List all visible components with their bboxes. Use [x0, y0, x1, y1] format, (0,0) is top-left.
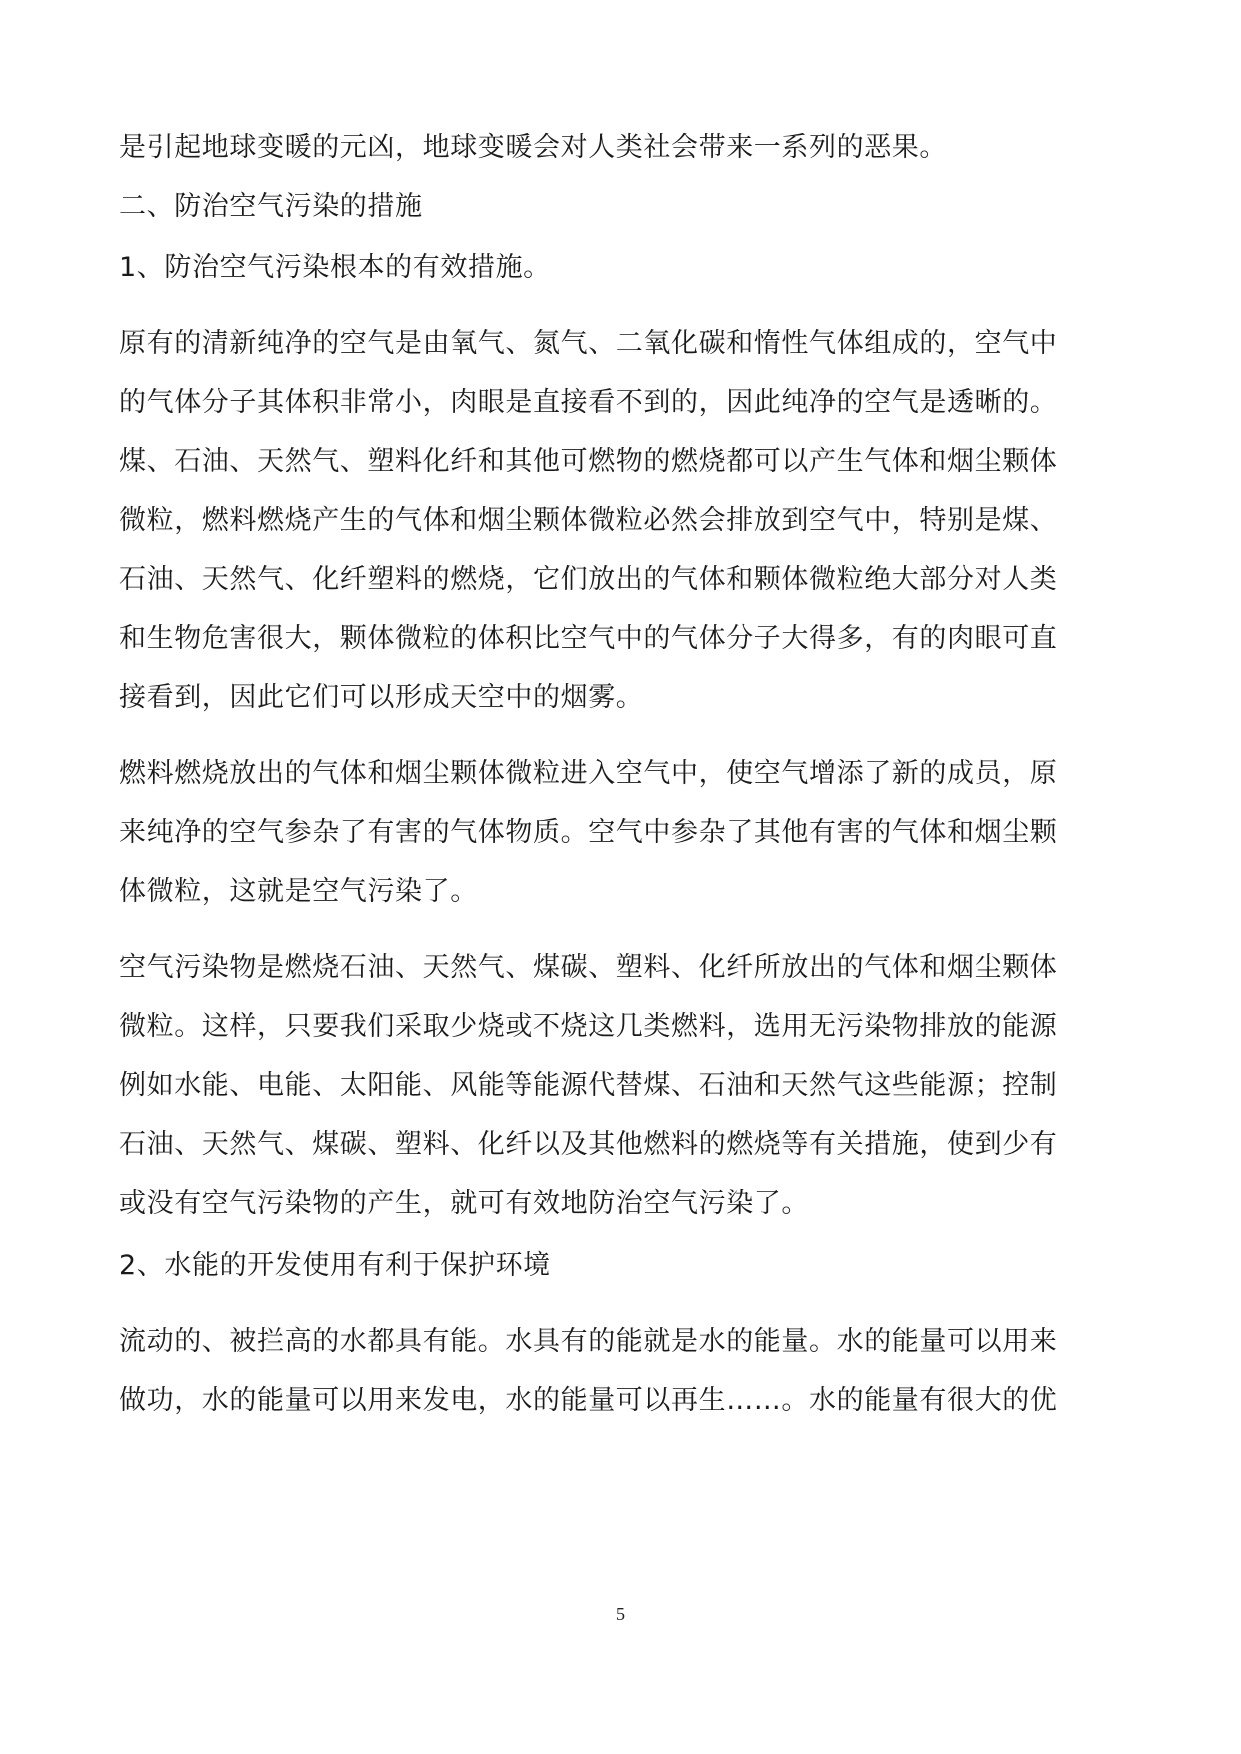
- text-line: 燃料燃烧放出的气体和烟尘颗体微粒进入空气中，使空气增添了新的成员，原: [119, 758, 1058, 789]
- text-line: 或没有空气污染物的产生，就可有效地防治空气污染了。: [119, 1188, 809, 1219]
- subsection-heading: 1、防治空气污染根本的有效措施。: [119, 252, 551, 283]
- text-line: 来纯净的空气参杂了有害的气体物质。空气中参杂了其他有害的气体和烟尘颗: [119, 817, 1058, 848]
- text-line: 微粒。这样，只要我们采取少烧或不烧这几类燃料，选用无污染物排放的能源: [119, 1011, 1058, 1042]
- text-line: 流动的、被拦高的水都具有能。水具有的能就是水的能量。水的能量可以用来: [119, 1326, 1058, 1357]
- page-number: 5: [616, 1604, 625, 1624]
- text-line: 石油、天然气、化纤塑料的燃烧，它们放出的气体和颗体微粒绝大部分对人类: [119, 564, 1058, 595]
- text-line: 体微粒，这就是空气污染了。: [119, 876, 478, 907]
- text-line: 煤、石油、天然气、塑料化纤和其他可燃物的燃烧都可以产生气体和烟尘颗体: [119, 446, 1058, 477]
- text-line: 石油、天然气、煤碳、塑料、化纤以及其他燃料的燃烧等有关措施，使到少有: [119, 1129, 1058, 1160]
- section-heading: 二、防治空气污染的措施: [119, 191, 423, 222]
- text-line: 和生物危害很大，颗体微粒的体积比空气中的气体分子大得多，有的肉眼可直: [119, 623, 1058, 654]
- text-line: 做功，水的能量可以用来发电，水的能量可以再生……。水的能量有很大的优: [119, 1385, 1058, 1416]
- text-line: 例如水能、电能、太阳能、风能等能源代替煤、石油和天然气这些能源；控制: [119, 1070, 1058, 1101]
- text-line: 原有的清新纯净的空气是由氧气、氮气、二氧化碳和惰性气体组成的，空气中: [119, 328, 1058, 359]
- subsection-heading: 2、水能的开发使用有利于保护环境: [119, 1250, 551, 1281]
- text-line: 接看到，因此它们可以形成天空中的烟雾。: [119, 682, 644, 713]
- text-line: 是引起地球变暖的元凶，地球变暖会对人类社会带来一系列的恶果。: [119, 132, 947, 163]
- text-line: 的气体分子其体积非常小，肉眼是直接看不到的，因此纯净的空气是透晰的。: [119, 387, 1058, 418]
- text-line: 微粒，燃料燃烧产生的气体和烟尘颗体微粒必然会排放到空气中，特别是煤、: [119, 505, 1058, 536]
- text-line: 空气污染物是燃烧石油、天然气、煤碳、塑料、化纤所放出的气体和烟尘颗体: [119, 952, 1058, 983]
